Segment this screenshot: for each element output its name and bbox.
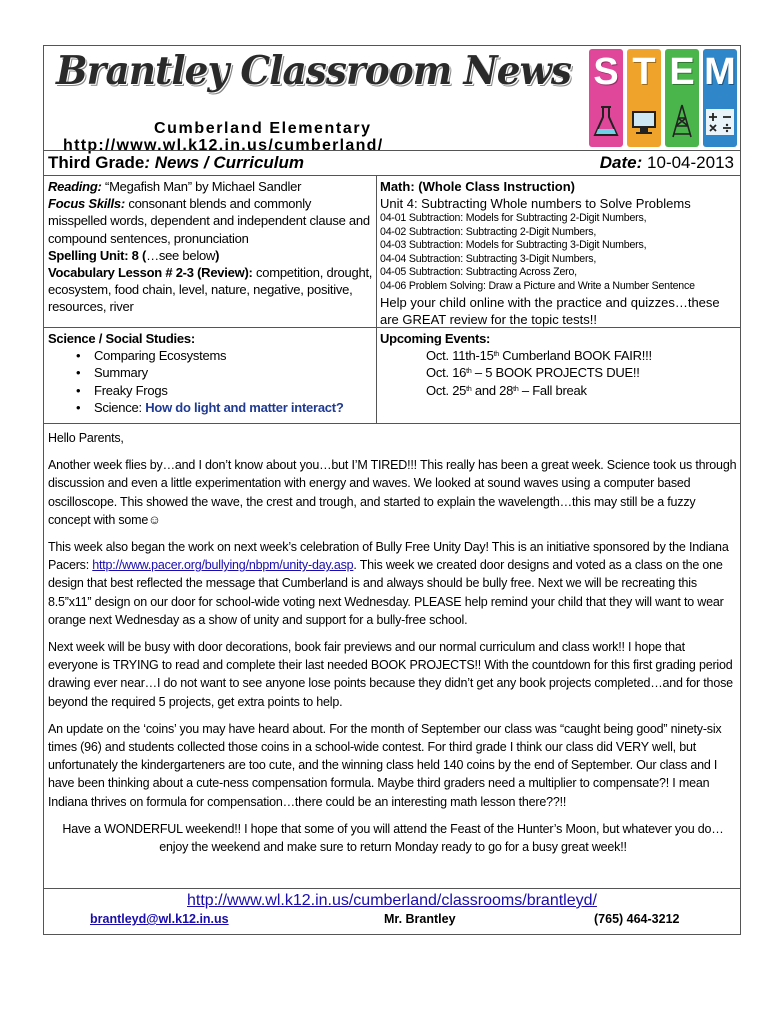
math-instruction: : (Whole Class Instruction)	[410, 179, 576, 194]
reading-label: Reading:	[48, 179, 102, 194]
divider	[44, 150, 740, 151]
flask-icon	[589, 101, 623, 141]
spelling-close: )	[215, 247, 220, 263]
column-divider	[376, 175, 377, 423]
event-item: Oct. 25th and 28th – Fall break	[426, 382, 587, 398]
tower-icon	[665, 101, 699, 141]
stem-letter-e: E	[669, 51, 695, 93]
list-item: • Summary	[94, 364, 373, 381]
grade-label: Third Grade	[48, 153, 145, 172]
teacher-name: Mr. Brantley	[384, 912, 456, 926]
math-lesson: 04-06 Problem Solving: Draw a Picture and Write a Number Sentence	[380, 279, 695, 292]
computer-icon	[627, 101, 661, 141]
reading-section	[48, 178, 373, 316]
vocabulary-text: competition, drought, ecosystem, food chain, level, nature, negative, positive, resources, river	[48, 265, 373, 315]
stem-letter-s: S	[593, 51, 619, 93]
date-label: Date:	[599, 153, 643, 172]
events-section	[380, 330, 738, 399]
spelling-label: Spelling Unit: 8 (	[48, 247, 147, 263]
math-lesson: 04-01 Subtraction: Models for Subtracting 2-Digit Numbers,	[380, 212, 647, 224]
school-name: Cumberland Elementary	[154, 120, 372, 137]
letter-closing: Have a WONDERFUL weekend!! I hope that some of you will attend the Feast of the Hunter’s Moon, but whatever you do…enjoy the weekend and make sure to return Monday ready to go for a busy great week!!	[62, 821, 724, 855]
school-url: http://www.wl.k12.in.us/cumberland/	[63, 137, 384, 154]
divider	[44, 888, 740, 889]
list-item: • Comparing Ecosystems	[94, 347, 373, 364]
divider	[44, 327, 740, 328]
events-title: Upcoming Events:	[380, 331, 491, 346]
letter-paragraph: Next week will be busy with door decorations, book fair previews and our normal curriculum and class work!! I hope that everyone is TRYING to read and complete their last needed BOOK PROJECTS!! With the countdown for this first grading period drawing ever near…I do not want to see anyone lose points because they didn’t get any book projects completed…and for those beyond the required 5 projects, get extra points to help.	[48, 640, 733, 709]
section-header	[48, 153, 304, 173]
spelling-text: …see below	[146, 247, 216, 263]
event-item: Oct. 11th-15th Cumberland BOOK FAIR!!!	[426, 348, 652, 364]
letter-paragraph: This week also began the work on next week’s celebration of Bully Free Unity Day! This is an initiative sponsored by the Indiana Pacers: http://www.pacer.org/bullying/nbpm/unity-day.asp. This week we created door designs and voted as a class on the one design that best reflected the message that Cumberland is and always should be bully free. Next we will be recreating this 8.5”x11” design on our door for school-wide voting next Wednesday. PLEASE help remind your child that they will want to wear orange next Wednesday as a show of unity and support for a bully-free school.	[48, 540, 729, 627]
divider	[44, 423, 740, 424]
stem-letter-t: T	[632, 51, 656, 93]
stem-tile-s	[589, 49, 623, 147]
stem-logo	[589, 49, 739, 147]
classroom-link[interactable]: http://www.wl.k12.in.us/cumberland/classrooms/brantleyd/	[187, 892, 597, 909]
divider	[44, 175, 740, 176]
header-separator: :	[144, 153, 155, 172]
event-item: Oct. 16th – 5 BOOK PROJECTS DUE!!	[426, 365, 640, 381]
letter-greeting: Hello Parents,	[48, 431, 124, 445]
focus-skills-text: consonant blends and commonly misspelled words, dependent and independent clause and compound sentences, pronunciation	[48, 196, 370, 246]
math-help-text: Help your child online with the practice and quizzes…these are GREAT review for the topic tests!!	[380, 294, 720, 327]
phone-number: (765) 464-3212	[594, 912, 680, 926]
science-title: Science / Social Studies:	[48, 331, 195, 346]
stem-letter-m: M	[704, 51, 736, 93]
stem-tile-m	[703, 49, 737, 147]
math-unit: Unit 4: Subtracting Whole numbers to Solve Problems	[380, 196, 691, 211]
math-lesson: 04-03 Subtraction: Models for Subtracting 3-Digit Numbers,	[380, 239, 647, 252]
newsletter-title: Brantley Classroom News	[56, 48, 572, 94]
letter-paragraph: An update on the ‘coins’ you may have heard about. For the month of September our class was “caught being good” ninety-six times (96) and students collected those coins in a school-wide contest. For third grade I think our class did VERY well, but unfortunately the kindergarteners are too cute, and the winning class held 140 coins by the end of September. Our class and I have been thinking about a cute-ness compensation formula. Maybe third graders need a multiplier to compensate?! I mean Indiana thrives on formula for compensation…there could be an interesting math lesson there??!!	[48, 721, 722, 809]
vocabulary-label: Vocabulary Lesson # 2-3 (Review):	[48, 265, 253, 281]
science-item-prefix: Science:	[94, 399, 146, 415]
math-lesson: 04-04 Subtraction: Subtracting 3-Digit Numbers,	[380, 252, 597, 265]
math-lesson: 04-05 Subtraction: Subtracting Across Zero,	[380, 266, 577, 279]
focus-skills-label: Focus Skills:	[48, 196, 125, 212]
math-label: Math	[380, 179, 411, 194]
math-lesson: 04-02 Subtraction: Subtracting 2-Digit Numbers,	[380, 225, 597, 238]
date-value: 10-04-2013	[647, 153, 734, 172]
date-display	[600, 153, 734, 173]
stem-tile-t	[627, 49, 661, 147]
newsletter-page	[43, 45, 741, 935]
reading-text: “Megafish Man” by Michael Sandler	[105, 179, 302, 194]
pacer-link[interactable]: http://www.pacer.org/bullying/nbpm/unity-day.asp	[92, 558, 354, 573]
email-link[interactable]: brantleyd@wl.k12.in.us	[90, 912, 229, 926]
letter-paragraph: Another week flies by…and I don’t know about you…but I’M TIRED!!! This really has been a great week. Science took us through discussion and even a little experimentation with energy and waves. We looked at sound waves using a computer based oscilloscope. This showed the wave, the crest and trough, and started to explain the wavelength…this may still be a fuzzy concept with some☺	[48, 458, 737, 527]
list-item: • Freaky Frogs	[94, 382, 373, 399]
stem-tile-e	[665, 49, 699, 147]
math-section	[380, 178, 738, 328]
science-section	[48, 330, 373, 416]
parent-letter	[48, 429, 738, 865]
section-label: News / Curriculum	[154, 153, 305, 172]
math-symbols-icon	[703, 101, 737, 141]
list-item	[94, 399, 373, 416]
science-question: How do light and matter interact?	[145, 399, 344, 415]
